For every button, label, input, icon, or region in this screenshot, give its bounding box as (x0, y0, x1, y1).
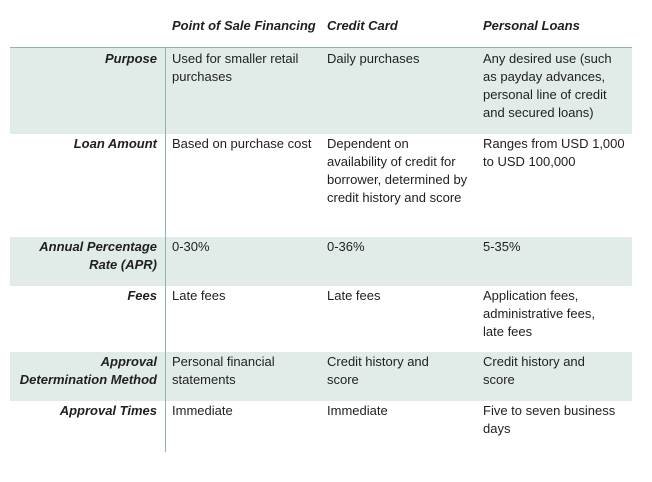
row-cell: Dependent on availability of credit for borrower, determined by credit history and score (327, 136, 468, 205)
row-cell: Five to seven business days (483, 403, 616, 436)
row-cell: 0-30% (172, 239, 210, 254)
row-label: Approval Times (59, 403, 157, 418)
row-cell: Ranges from USD 1,000 to USD 100,000 (483, 136, 625, 169)
row-cell: Late fees (327, 288, 381, 303)
row-cell: Immediate (327, 403, 388, 418)
table-row (10, 401, 632, 451)
column-header-personal-loans: Personal Loans (483, 18, 580, 33)
row-label: Annual Percentage Rate (APR) (39, 239, 157, 272)
row-cell: 5-35% (483, 239, 521, 254)
row-label: Approval Determination Method (19, 354, 157, 387)
row-cell: Based on purchase cost (172, 136, 312, 151)
table-row (10, 352, 632, 401)
row-cell: Personal financial statements (172, 354, 275, 387)
table-row (10, 237, 632, 286)
table-row (10, 134, 632, 237)
row-cell: Any desired use (such as payday advances, personal line of credit and secured loans) (483, 51, 612, 120)
row-cell: Daily purchases (327, 51, 420, 66)
row-cell: 0-36% (327, 239, 365, 254)
row-cell: Late fees (172, 288, 226, 303)
row-label: Purpose (104, 51, 157, 66)
row-label: Loan Amount (73, 136, 157, 151)
column-header-credit-card: Credit Card (327, 18, 398, 33)
row-cell: Application fees, administrative fees, late fees (483, 288, 595, 339)
row-cell: Credit history and score (483, 354, 585, 387)
row-cell: Used for smaller retail purchases (172, 51, 299, 84)
table-row (10, 48, 632, 134)
table-row (10, 286, 632, 352)
row-cell: Immediate (172, 403, 233, 418)
row-label: Fees (127, 288, 157, 303)
column-header-point-of-sale: Point of Sale Financing (172, 18, 316, 33)
row-cell: Credit history and score (327, 354, 429, 387)
label-column-divider (165, 48, 166, 452)
